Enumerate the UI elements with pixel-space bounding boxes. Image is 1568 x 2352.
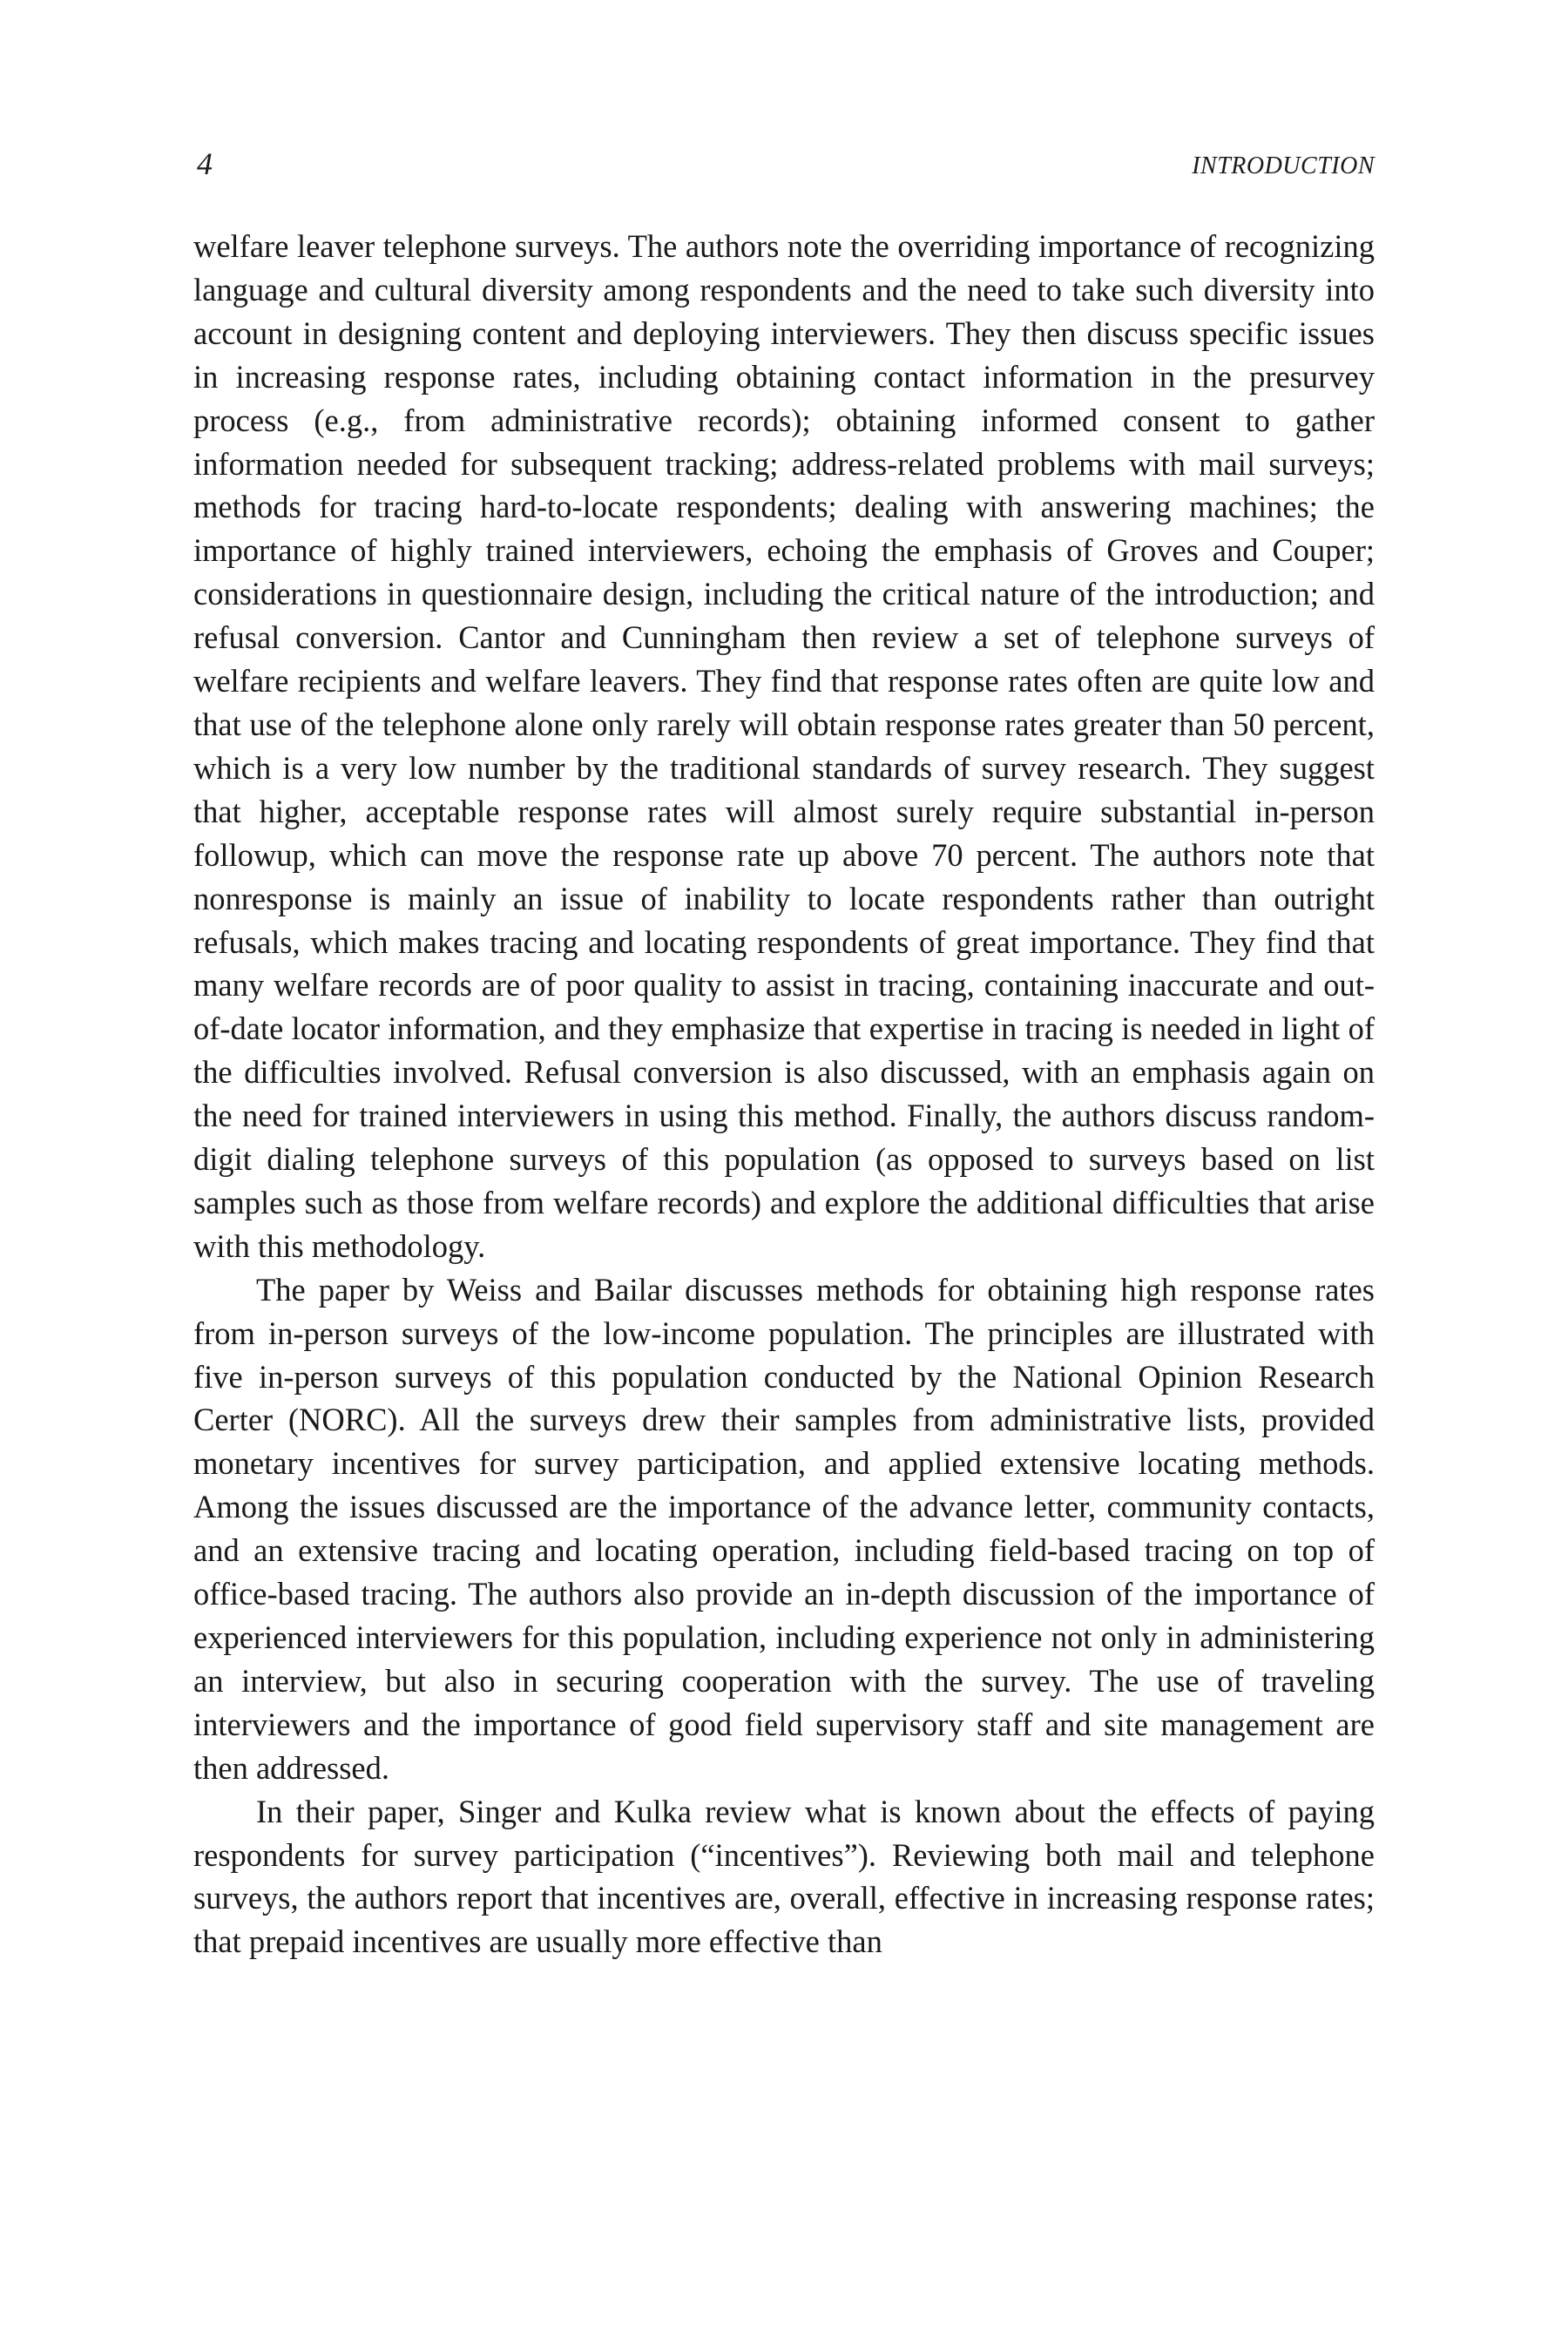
section-title: INTRODUCTION <box>1192 152 1375 179</box>
page-number: 4 <box>197 146 213 181</box>
body-text <box>193 225 1375 1963</box>
paragraph-weiss-bailar: The paper by Weiss and Bailar discusses methods for obtaining high response rates from in-person surveys of the low-income population. The principles are illustrated with five in-person surveys of this population conducted by the National Opinion Research Certer (NORC). All the surveys drew their samples from administrative lists, provided monetary incentives for survey participation, and applied extensive locating methods. Among the issues discussed are the importance of the advance letter, community contacts, and an extensive tracing and locating operation, including field-based tracing on top of office-based tracing. The authors also provide an in-depth discussion of the importance of experienced interviewers for this population, including experience not only in administering an interview, but also in securing cooperation with the survey. The use of traveling interviewers and the importance of good field supervisory staff and site management are then addressed. <box>193 1271 1375 1786</box>
paragraph-cantor-cunningham: welfare leaver telephone surveys. The authors note the overriding importance of recognizing language and cultural diversity among respondents and the need to take such diversity into account in designing content and deploying interviewers. They then discuss specific issues in increasing response rates, including obtaining contact information in the presurvey process (e.g., from administrative records); obtaining informed consent to gather information needed for subsequent tracking; address-related problems with mail surveys; methods for tracing hard-to-locate respondents; dealing with answering machines; the importance of highly trained interviewers, echoing the emphasis of Groves and Couper; considerations in questionnaire design, including the critical nature of the introduction; and refusal conversion. Cantor and Cunningham then review a set of telephone surveys of welfare recipients and welfare leavers. They find that response rates often are quite low and that use of the telephone alone only rarely will obtain response rates greater than 50 percent, which is a very low number by the traditional standards of survey research. They suggest that higher, acceptable response rates will almost surely require substantial in-person followup, which can move the response rate up above 70 percent. The authors note that nonresponse is mainly an issue of inability to locate respondents rather than outright refusals, which makes tracing and locating respondents of great importance. They find that many welfare records are of poor quality to assist in tracing, containing inaccurate and out-of-date locator information, and they emphasize that expertise in tracing is needed in light of the difficulties involved. Refusal conversion is also discussed, with an emphasis again on the need for trained interviewers in using this method. Finally, the authors discuss random-digit dialing telephone surveys of this population (as opposed to surveys based on list samples such as those from welfare records) and explore the additional difficulties that arise with this methodology. <box>193 228 1375 1264</box>
paragraph-singer-kulka: In their paper, Singer and Kulka review what is known about the effects of paying respondents for survey participation (“incentives”). Reviewing both mail and telephone surveys, the authors report that incentives are, overall, effective in increasing response rates; that prepaid incentives are usually more effective than <box>193 1793 1375 1960</box>
running-head <box>193 146 1375 185</box>
